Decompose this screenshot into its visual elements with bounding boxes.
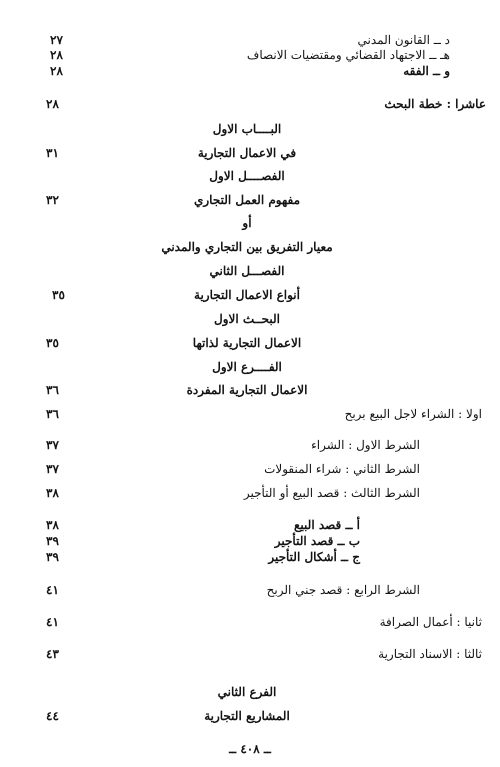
toc-row — [0, 63, 500, 79]
toc-row — [0, 437, 500, 453]
toc-page-number: ٣٦ — [46, 383, 59, 397]
toc-entry-text: معيار التفريق بين التجاري والمدني — [161, 240, 333, 254]
toc-row — [0, 32, 500, 48]
toc-entry-text: أ ــ قصد البيع — [294, 518, 360, 532]
toc-section-heading: البحــث الاول — [213, 312, 281, 326]
toc-entry-text: الاعمال التجارية لذاتها — [192, 336, 302, 350]
toc-page-number: ٣٩ — [46, 534, 59, 548]
toc-row — [0, 485, 500, 501]
toc-page-number: ٣٨ — [46, 486, 59, 500]
toc-row — [0, 382, 500, 398]
toc-section-heading: الفصــــل الاول — [209, 169, 285, 183]
toc-row — [0, 47, 500, 63]
toc-page-number: ٢٨ — [50, 64, 63, 78]
toc-page-number: ٣٦ — [46, 407, 59, 421]
toc-row — [0, 168, 500, 184]
toc-entry-text: الاعمال التجارية المفردة — [186, 383, 308, 397]
toc-page-number: ٤١ — [46, 583, 59, 597]
toc-entry-text: ثالثا : الاسناد التجارية — [378, 647, 482, 661]
toc-entry-text: المشاريع التجارية — [204, 709, 290, 723]
toc-page-number: ٢٧ — [50, 33, 63, 47]
page-number-footer: ــ ٤٠٨ ــ — [229, 742, 271, 756]
toc-section-heading: الفــــرع الاول — [212, 360, 282, 374]
toc-row — [0, 406, 500, 422]
toc-entry-text: ب ــ قصد التأجير — [274, 534, 360, 548]
toc-page-number: ٤١ — [46, 615, 59, 629]
toc-page-number: ٢٨ — [46, 97, 59, 111]
toc-entry-text: في الاعمال التجارية — [197, 146, 297, 160]
toc-entry-text: ج ــ أشكال التأجير — [268, 550, 360, 564]
toc-row — [0, 708, 500, 724]
toc-page-number: ٣٧ — [46, 462, 59, 476]
toc-row — [0, 121, 500, 137]
toc-page-number: ٢٨ — [50, 48, 63, 62]
toc-row — [0, 215, 500, 231]
toc-entry-text: عاشرا : خطة البحث — [384, 97, 486, 111]
toc-row — [0, 192, 500, 208]
toc-page-number: ٣٨ — [46, 518, 59, 532]
toc-row — [0, 145, 500, 161]
toc-entry-text: ثانيا : أعمال الصرافة — [379, 615, 482, 629]
toc-row — [0, 614, 500, 630]
toc-row — [0, 239, 500, 255]
toc-entry-text: د ــ القانون المدني — [357, 33, 450, 47]
toc-section-heading: الفصـــل الثاني — [209, 264, 285, 278]
toc-entry-text: الشرط الرابع : قصد جني الربح — [266, 583, 420, 597]
toc-row — [0, 287, 500, 303]
toc-row — [0, 263, 500, 279]
toc-entry-text: الشرط الاول : الشراء — [311, 438, 420, 452]
toc-section-heading: البــــاب الاول — [212, 122, 282, 136]
toc-row — [0, 549, 500, 565]
toc-entry-text: أنواع الاعمال التجارية — [194, 288, 300, 302]
toc-row — [0, 517, 500, 533]
toc-page-number: ٣٧ — [46, 438, 59, 452]
toc-page-number: ٤٣ — [46, 647, 59, 661]
toc-row — [0, 684, 500, 700]
toc-row — [0, 461, 500, 477]
toc-row — [0, 359, 500, 375]
toc-page-number: ٣٥ — [52, 288, 65, 302]
toc-row — [0, 533, 500, 549]
toc-page-number: ٤٤ — [46, 709, 59, 723]
toc-row — [0, 96, 500, 112]
toc-entry-text: اولا : الشراء لاجل البيع بربح — [344, 407, 482, 421]
toc-entry-text: أو — [242, 216, 252, 230]
toc-section-heading: الفرع الثاني — [217, 685, 277, 699]
toc-entry-text: و ــ الفقه — [403, 64, 450, 78]
toc-entry-text: الشرط الثاني : شراء المنقولات — [264, 462, 420, 476]
toc-row — [0, 646, 500, 662]
toc-row — [0, 335, 500, 351]
toc-entry-text: هـ ــ الاجتهاد القضائي ومقتضيات الانصاف — [246, 48, 450, 62]
toc-row — [0, 311, 500, 327]
toc-entry-text: الشرط الثالث : قصد البيع أو التأجير — [243, 486, 420, 500]
toc-row — [0, 582, 500, 598]
toc-page-number: ٣٩ — [46, 550, 59, 564]
toc-page-number: ٣٢ — [46, 193, 59, 207]
toc-entry-text: مفهوم العمل التجاري — [193, 193, 301, 207]
toc-page-number: ٣١ — [46, 146, 59, 160]
toc-page-number: ٣٥ — [46, 336, 59, 350]
